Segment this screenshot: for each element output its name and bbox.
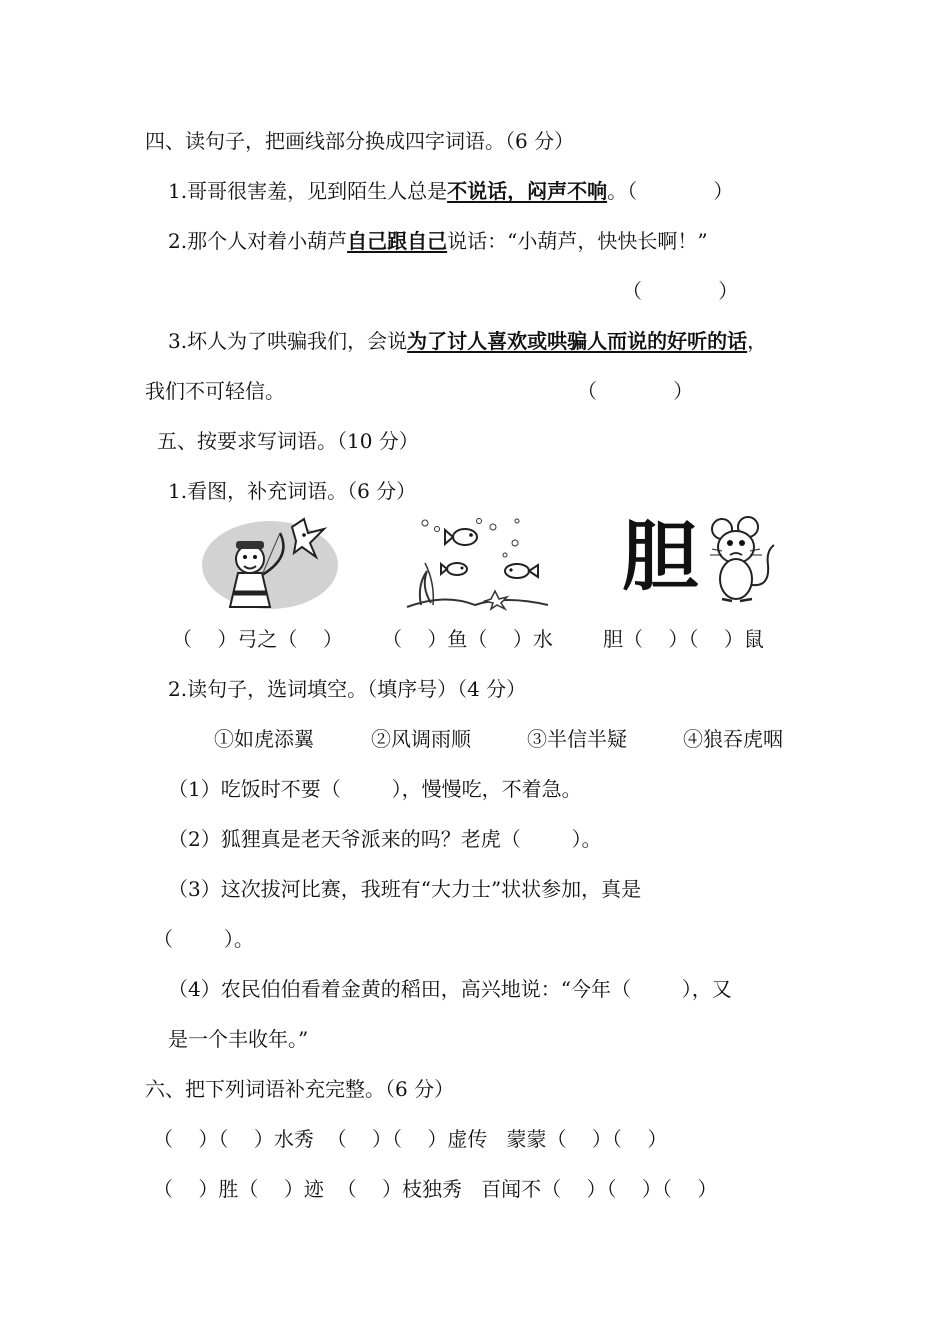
section5-subquestion-2: 2.读句子，选词填空。（填序号）（4 分） [168,677,527,701]
section4-title: 四、读句子，把画线部分换成四字词语。（6 分） [145,129,575,153]
q2-underlined-phrase: 自己跟自己 [347,229,448,253]
section5-subquestion-1: 1.看图，补充词语。（6 分） [168,479,417,503]
big-character: 胆 [622,512,698,601]
fill-sentence-3-blank[interactable]: （ ）。 [153,927,254,951]
idiom-row-2[interactable]: （ ）胜（ ）迹 （ ）枝独秀 百闻不（ ）（ ）（ ） [153,1177,718,1201]
section6-title: 六、把下列词语补充完整。（6 分） [145,1077,455,1101]
option-3: ③半信半疑 [527,727,627,751]
fill-sentence-2[interactable]: （2）狐狸真是老天爷派来的吗？老虎（ ）。 [168,827,602,851]
idiom-row-1[interactable]: （ ）（ ）水秀 （ ）（ ）虚传 蒙蒙（ ）（ ） [153,1127,668,1151]
q1-text-before: 1.哥哥很害羞，见到陌生人总是 [168,179,448,203]
q1-underlined-phrase: 不说话，闷声不响 [447,179,608,203]
q2-text-before: 2.那个人对着小葫芦 [168,229,348,253]
section4-question-3 [168,328,767,354]
option-1: ①如虎添翼 [214,727,314,751]
fill-sentence-3: （3）这次拔河比赛，我班有“大力士”状状参加，真是 [168,877,642,901]
fill-sentence-4[interactable]: （4）农民伯伯看着金黄的稻田，高兴地说：“今年（ ），又 [168,977,732,1001]
fill-sentence-1[interactable]: （1）吃饭时不要（ ），慢慢吃，不着急。 [168,777,582,801]
fish-water-illustration [405,515,550,611]
q2-text-after: 说话：“小葫芦，快快长啊！” [447,229,708,253]
archer-bird-illustration [200,515,340,611]
picture-answer-1[interactable]: （ ）弓之（ ） [172,627,343,651]
q2-answer-blank[interactable]: （ ） [622,279,739,303]
q3-underlined-phrase: 为了讨人喜欢或哄骗人而说的好听的话 [407,329,748,353]
picture-answer-2[interactable]: （ ）鱼（ ）水 [382,627,553,651]
fill-sentence-4-cont: 是一个丰收年。” [168,1027,309,1051]
picture-answer-3[interactable]: 胆（ ）（ ）鼠 [603,627,764,651]
q3-text-before: 3.坏人为了哄骗我们，会说 [168,329,408,353]
timid-mouse-illustration [708,515,780,605]
option-2: ②风调雨顺 [371,727,471,751]
q3-continuation: 我们不可轻信。 [145,379,285,403]
option-4: ④狼吞虎咽 [683,727,783,751]
q1-text-after: 。（ ） [607,179,734,203]
q3-text-after: ， [747,329,768,353]
q3-answer-blank[interactable]: （ ） [577,379,694,403]
section4-question-2 [168,228,708,254]
section4-question-1 [168,178,733,204]
section5-title: 五、按要求写词语。（10 分） [157,429,419,453]
